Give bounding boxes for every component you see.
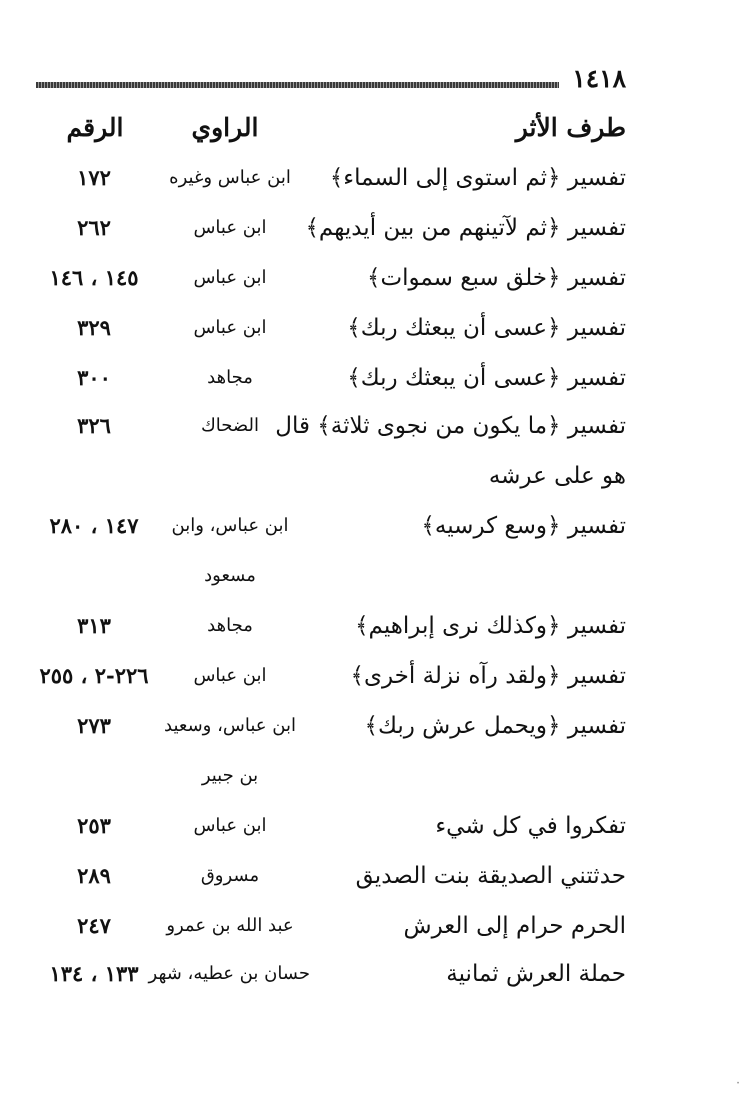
page-header (36, 62, 626, 96)
rawi-cell: ابن عباس، وابن (171, 515, 289, 536)
table-row (0, 208, 748, 248)
raqm-cell: ١٣٣ ، ١٣٤ (49, 961, 139, 986)
table-row (0, 856, 748, 896)
athar-cell: تفسير ﴿ثم لآتينهم من بين أيديهم﴾ (305, 215, 626, 241)
rawi-cell: ابن عباس (193, 317, 267, 338)
header-rule (36, 82, 559, 88)
raqm-cell: ١٧٢ (77, 165, 111, 190)
rawi-cell: ابن عباس (193, 665, 267, 686)
table-row (0, 406, 748, 446)
raqm-cell: ٣٢٦ (77, 413, 111, 438)
scan-mark: ‧ (736, 1076, 740, 1090)
column-header-rawi: الراوي (191, 113, 259, 142)
rawi-cell: الضحاك (200, 415, 260, 436)
table-row (0, 706, 748, 746)
table-row (0, 606, 748, 646)
rawi-cell: ابن عباس (193, 217, 267, 238)
athar-cell: هو على عرشه (488, 463, 626, 489)
table-row (0, 954, 748, 994)
raqm-cell: ٢٤٧ (77, 913, 111, 938)
page-number: ١٤١٨ (572, 64, 626, 93)
raqm-cell (30, 556, 158, 596)
athar-cell: تفسير ﴿خلق سبع سموات﴾ (366, 265, 626, 291)
table-row (0, 906, 748, 946)
raqm-cell: ٢٨٩ (77, 863, 111, 888)
athar-cell: تفسير ﴿عسى أن يبعثك ربك﴾ (347, 315, 626, 341)
table-row (0, 806, 748, 846)
raqm-cell: ١٤٥ ، ١٤٦ (49, 265, 139, 290)
rawi-cell: عبد الله بن عمرو (166, 915, 294, 936)
column-header-athar: طرف الأثر (515, 113, 626, 142)
athar-cell: تفكروا في كل شيء (435, 813, 626, 839)
rawi-cell: مسعود (204, 565, 256, 586)
athar-cell: تفسير ﴿عسى أن يبعثك ربك﴾ (347, 365, 626, 391)
athar-cell: حدثتني الصديقة بنت الصديق (355, 863, 626, 889)
table-row (0, 656, 748, 696)
rawi-cell: ابن عباس، وسعيد (164, 715, 296, 736)
rawi-cell: مجاهد (207, 367, 253, 388)
rawi-cell: ابن عباس (193, 815, 267, 836)
raqm-cell: ٢٧٣ (77, 713, 111, 738)
athar-cell: تفسير ﴿ويحمل عرش ربك﴾ (364, 713, 626, 739)
raqm-cell: ٢٥٣ (77, 813, 111, 838)
raqm-cell (30, 756, 158, 796)
table-row-continuation (0, 556, 748, 596)
raqm-cell: ٣٠٠ (77, 365, 111, 390)
table-row (0, 506, 748, 546)
raqm-cell: ١٤٧ ، ٢٨٠ (49, 513, 139, 538)
athar-cell: تفسير ﴿ما يكون من نجوى ثلاثة﴾ قال (275, 413, 626, 439)
rawi-cell: مجاهد (207, 615, 253, 636)
athar-cell: تفسير ﴿وسع كرسيه﴾ (421, 513, 626, 539)
raqm-cell: ٢٦٢ (77, 215, 111, 240)
rawi-cell: ابن عباس (193, 267, 267, 288)
table-row-continuation (0, 756, 748, 796)
athar-cell: الحرم حرام إلى العرش (403, 913, 626, 939)
athar-cell: حملة العرش ثمانية (446, 961, 626, 987)
column-header-raqm: الرقم (66, 113, 124, 142)
table-row-continuation (0, 456, 748, 496)
rawi-cell: مسروق (200, 865, 260, 886)
rawi-cell: بن جبير (201, 765, 259, 786)
raqm-cell: ٣٢٩ (77, 315, 111, 340)
athar-cell: تفسير ﴿وكذلك نرى إبراهيم﴾ (355, 613, 626, 639)
table-row (0, 258, 748, 298)
raqm-cell: ٢٢٦-٢ ، ٢٥٥ (39, 663, 149, 688)
raqm-cell: ٣١٣ (77, 613, 111, 638)
table-row (0, 158, 748, 198)
rawi-cell: ابن عباس وغيره (169, 167, 291, 188)
table-row (0, 308, 748, 348)
athar-cell: تفسير ﴿ولقد رآه نزلة أخرى﴾ (350, 663, 626, 689)
athar-cell: تفسير ﴿ثم استوى إلى السماء﴾ (329, 165, 626, 191)
table-row (0, 358, 748, 398)
rawi-cell: حسان بن عطيه، شهر (148, 963, 310, 984)
raqm-cell (30, 456, 158, 496)
rawi-cell (150, 456, 310, 496)
